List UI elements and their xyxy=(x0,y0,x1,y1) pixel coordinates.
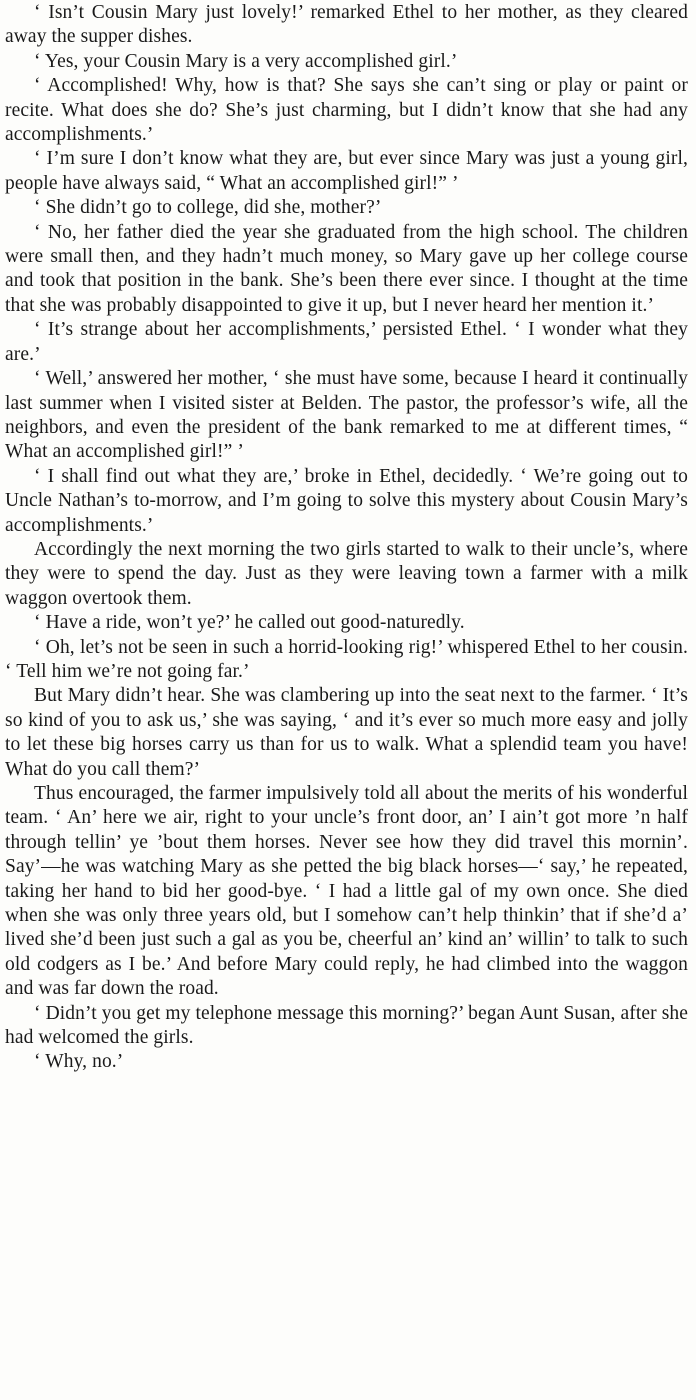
paragraph: ‘ Why, no.’ xyxy=(34,1051,124,1073)
paragraph: ‘ Yes, your Cousin Mary is a very accomplished girl.’ xyxy=(34,50,458,72)
paragraph: ‘ Didn’t you get my telephone message this morning?’ began Aunt Susan, after she had welcomed the girls. xyxy=(5,1002,688,1049)
paragraph: ‘ Isn’t Cousin Mary just lovely!’ remarked Ethel to her mother, as they cleared away the supper dishes. xyxy=(5,2,688,48)
paragraph: ‘ No, her father died the year she graduated from the high school. The children were small then, and they hadn’t much money, so Mary gave up her college course and took that position in the bank. She’s been there ever since. I thought at the time that she was probably disappointed to give it up, but I never heard her mention it.’ xyxy=(5,221,688,316)
paragraph: ‘ Oh, let’s not be seen in such a horrid-looking rig!’ whispered Ethel to her cousin. ‘ Tell him we’re not going far.’ xyxy=(5,636,688,682)
paragraph: ‘ It’s strange about her accomplishments,’ persisted Ethel. ‘ I wonder what they are.’ xyxy=(5,319,688,365)
paragraph: ‘ Well,’ answered her mother, ‘ she must have some, because I heard it continually last summer when I visited sister at Belden. The pastor, the professor’s wife, all the neighbors, and even the president of the bank remarked to me at different times, “ What an accomplished girl!” ’ xyxy=(5,368,688,463)
paragraph: ‘ Accomplished! Why, how is that? She says she can’t sing or play or paint or recite. What does she do? She’s just charming, but I didn’t know that she had any accomplishments.’ xyxy=(5,75,688,146)
paragraph: Thus encouraged, the farmer impulsively told all about the merits of his wonderful team. ‘ An’ here we air, right to your uncle’s front door, an’ I ain’t got more ’n half through tellin’ ye ’bout them horses. Never see how they did travel this mornin’. Say’—he was watching Mary as she petted the big black horses—‘ say,’ he repeated, taking her hand to bid her good-bye. ‘ I had a little gal of my own once. She died when she was only three years old, but I somehow can’t help thinkin’ that if she’d a’ lived she’d been just such a gal as you be, cheerful an’ kind an’ willin’ to talk to such old codgers as I be.’ And before Mary could reply, he had climbed into the waggon and was far down the road. xyxy=(5,783,688,1000)
paragraph: ‘ I’m sure I don’t know what they are, but ever since Mary was just a young girl, people have always said, “ What an accomplished girl!” ’ xyxy=(5,148,688,194)
paragraph: ‘ Have a ride, won’t ye?’ he called out good-naturedly. xyxy=(34,612,465,634)
paragraph: ‘ I shall find out what they are,’ broke in Ethel, decidedly. ‘ We’re going out to Uncle Nathan’s to-morrow, and I’m going to solve this mystery about Cousin Mary’s accomplishments.’ xyxy=(5,465,688,536)
paragraph: Accordingly the next morning the two girls started to walk to their uncle’s, where they were to spend the day. Just as they were leaving town a farmer with a milk waggon overtook them. xyxy=(5,538,688,609)
paragraph: But Mary didn’t hear. She was clambering up into the seat next to the farmer. ‘ It’s so kind of you to ask us,’ she was saying, ‘ and it’s ever so much more easy and jolly to let these big horses carry us than for us to walk. What a splendid team you have! What do you call them?’ xyxy=(5,685,688,780)
paragraph: ‘ She didn’t go to college, did she, mother?’ xyxy=(34,197,382,219)
